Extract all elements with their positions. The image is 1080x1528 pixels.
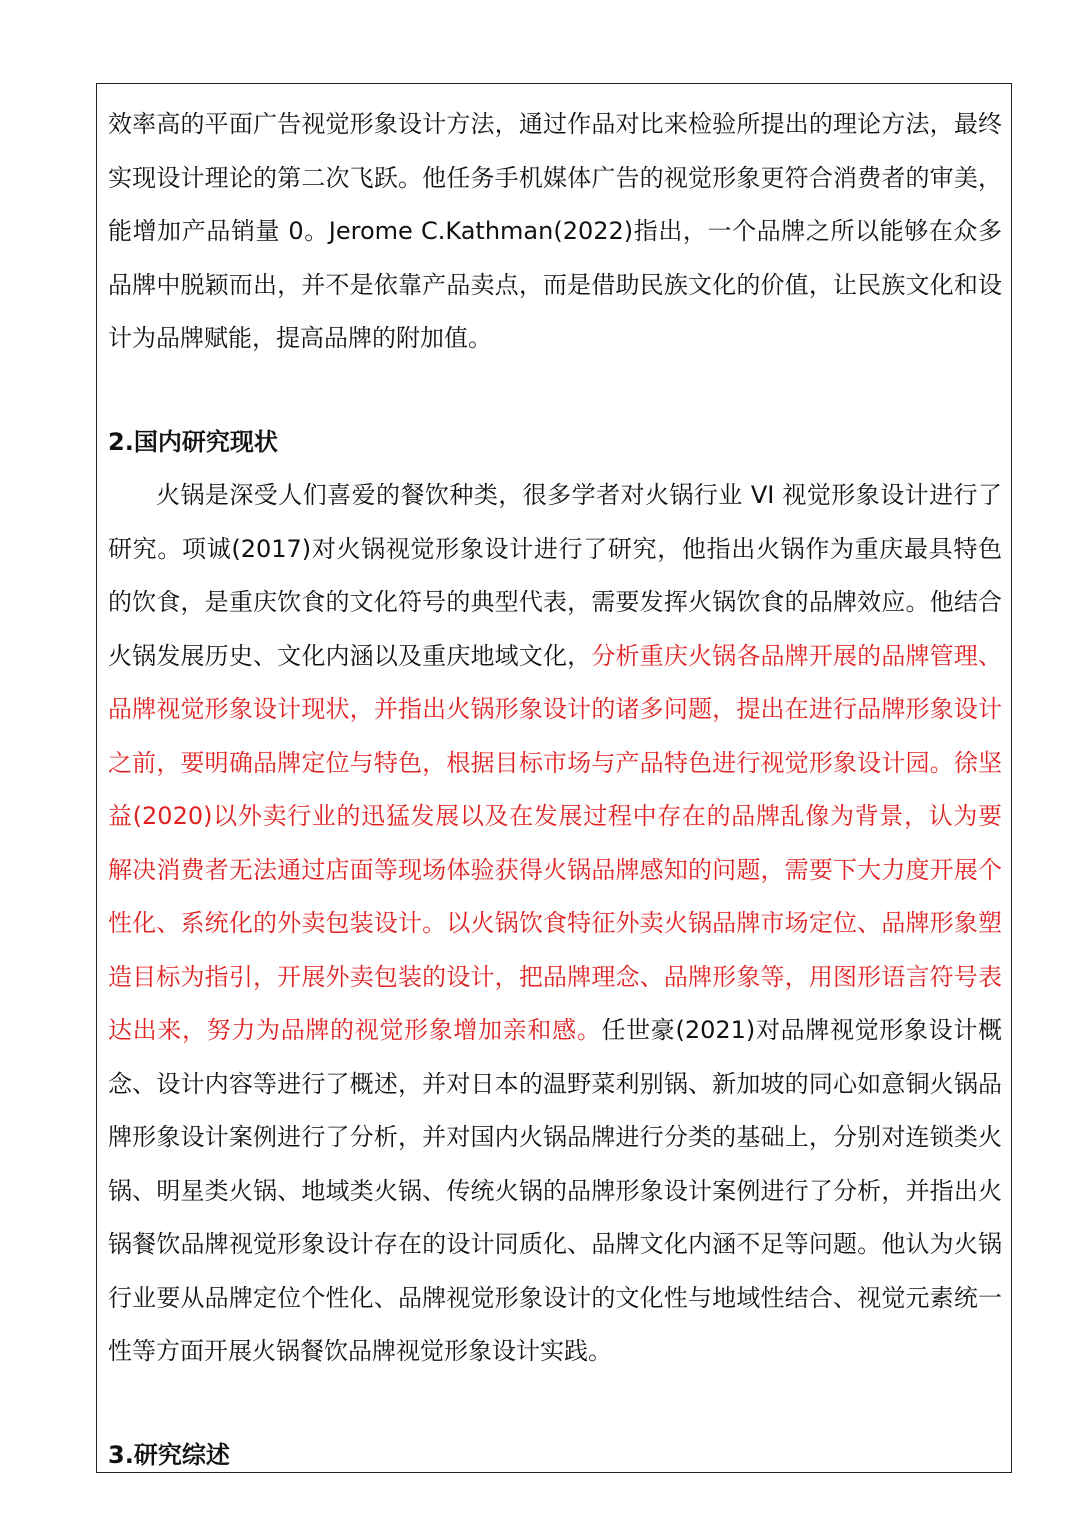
section-3-heading: 3.研究综述 xyxy=(108,1440,230,1469)
intro-paragraph: 效率高的平面广告视觉形象设计方法，通过作品对比来检验所提出的理论方法，最终实现设计理论的第二次飞跃。他任务手机媒体广告的视觉形象更符合消费者的审美，能增加产品销量 0。Jerome C.Kathman(2022)指出，一个品牌之所以能够在众多品牌中脱颖而出，并不是依靠产品卖点，而是借助民族文化的价值，让民族文化和设计为品牌赋能，提高品牌的附加值。 xyxy=(108,110,1002,352)
document-content xyxy=(108,98,1002,1482)
document-table-cell xyxy=(96,83,1012,1473)
section-2-highlighted-text: 分析重庆火锅各品牌开展的品牌管理、品牌视觉形象设计现状，并指出火锅形象设计的诸多问题，提出在进行品牌形象设计之前，要明确品牌定位与特色，根据目标市场与产品特色进行视觉形象设计园。徐坚益(2020)以外卖行业的迅猛发展以及在发展过程中存在的品牌乱像为背景，认为要解决消费者无法通过店面等现场体验获得火锅品牌感知的问题，需要下大力度开展个性化、系统化的外卖包装设计。以火锅饮食特征外卖火锅品牌市场定位、品牌形象塑造目标为指引，开展外卖包装的设计，把品牌理念、品牌形象等，用图形语言符号表达出来，努力为品牌的视觉形象增加亲和感。 xyxy=(108,641,1003,1044)
spacer xyxy=(108,1379,1002,1429)
section-2-heading: 2.国内研究现状 xyxy=(108,427,278,456)
spacer xyxy=(108,366,1002,416)
section-2-text-before-highlight: 火锅是深受人们喜爱的餐饮种类，很多学者对火锅行业 VI 视觉形象设计进行了研究。项诚(2017)对火锅视觉形象设计进行了研究，他指出火锅作为重庆最具特色的饮食，是重庆饮食的文化符号的典型代表，需要发挥火锅饮食的品牌效应。他结合火锅发展历史、文化内涵以及重庆地域文化， xyxy=(108,481,1002,670)
section-2-paragraph xyxy=(108,469,1002,1379)
section-2-text-after-highlight: 任世豪(2021)对品牌视觉形象设计概念、设计内容等进行了概述，并对日本的温野菜利别锅、新加坡的同心如意铜火锅品牌形象设计案例进行了分析，并对国内火锅品牌进行分类的基础上，分别对连锁类火锅、明星类火锅、地域类火锅、传统火锅的品牌形象设计案例进行了分析，并指出火锅餐饮品牌视觉形象设计存在的设计同质化、品牌文化内涵不足等问题。他认为火锅行业要从品牌定位个性化、品牌视觉形象设计的文化性与地域性结合、视觉元素统一性等方面开展火锅餐饮品牌视觉形象设计实践。 xyxy=(108,1016,1002,1365)
